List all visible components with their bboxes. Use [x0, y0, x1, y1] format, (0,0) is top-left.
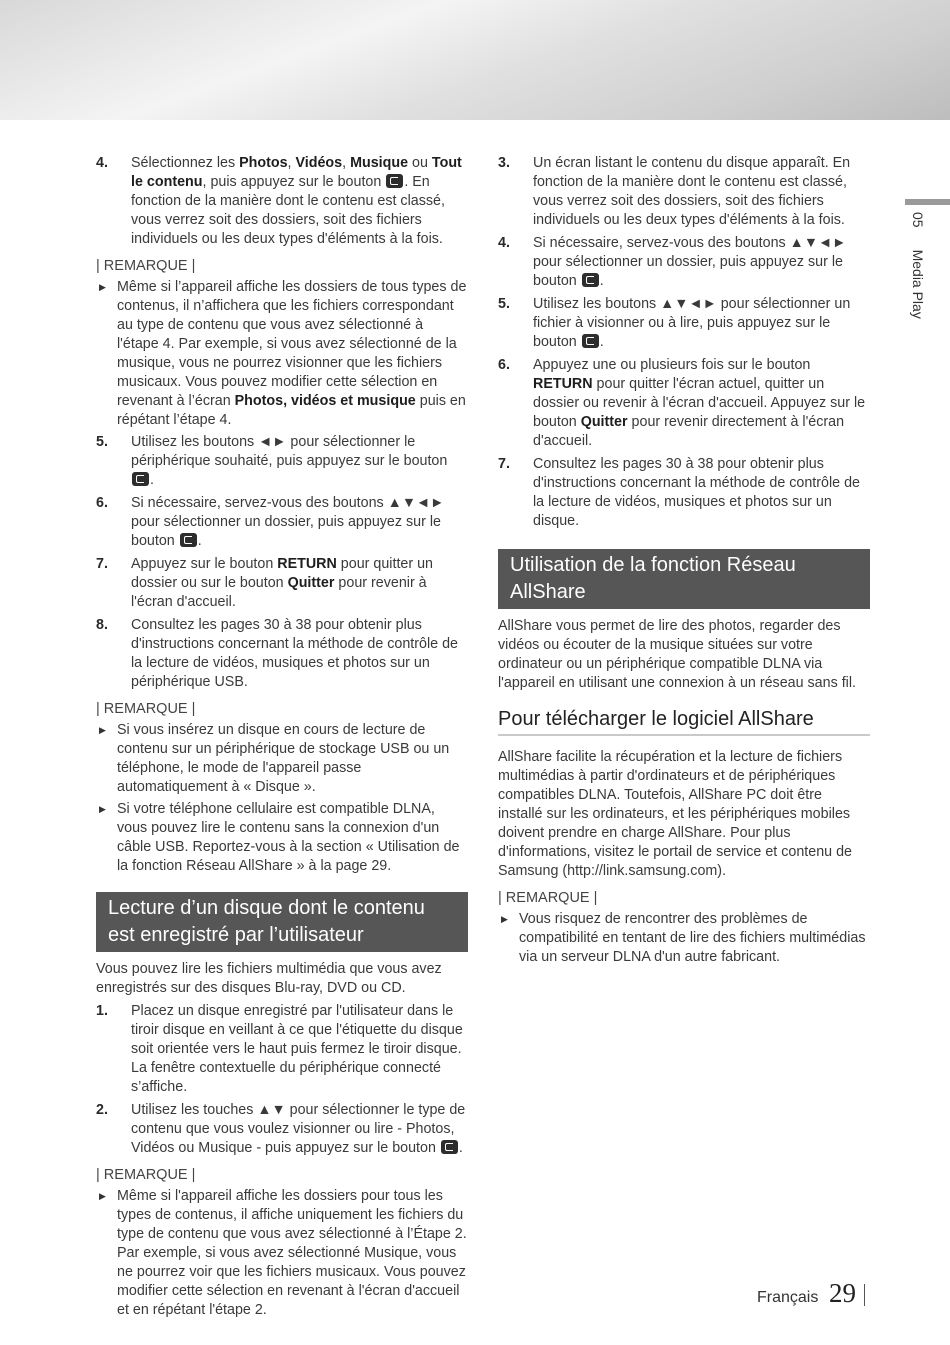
enter-button-icon: [582, 334, 599, 348]
section-heading: Lecture d’un disque dont le contenu est enregistré par l’utilisateur: [96, 892, 468, 952]
remark-title: | REMARQUE |: [96, 258, 196, 274]
bullet-arrow-icon: ▶: [99, 1191, 106, 1201]
remark-bullet: ▶ Même si l'appareil affiche les dossiers pour tous les types de contenus, il affiche uniquement les fichiers du type de contenu que vous avez sélectionné à l’Étape 2. Par exemple, si vous avez sélectionné Musique, vous ne pourrez voir que les fichiers musicaux. Vous pouvez modifier cette sélection en revenant à l'écran d'accueil et en répétant l'étape 2.: [99, 1188, 467, 1318]
left-column: [96, 154, 468, 1323]
enter-button-icon: [441, 1140, 458, 1154]
section-heading: Utilisation de la fonction Réseau AllShare: [498, 549, 870, 609]
enter-button-icon: [582, 273, 599, 287]
subsection-heading: Pour télécharger le logiciel AllShare: [498, 705, 870, 736]
bullet-arrow-icon: ▶: [99, 725, 106, 735]
remark-title: | REMARQUE |: [498, 890, 598, 906]
step-7: 7. Appuyez sur le bouton RETURN pour quitter un dossier ou sur le bouton Quitter pour revenir à l'écran d'accueil.: [96, 556, 433, 610]
bullet-arrow-icon: ▶: [99, 804, 106, 814]
step-6: 6. Si nécessaire, servez-vous des boutons ▲▼◄► pour sélectionner un dossier, puis appuyez sur le bouton .: [96, 495, 445, 549]
side-tab-label: [906, 212, 926, 319]
footer-divider: [864, 1284, 865, 1306]
step-2: 2. Utilisez les touches ▲▼ pour sélectionner le type de contenu que vous voulez visionner ou lire - Photos, Vidéos ou Musique - puis appuyez sur le bouton .: [96, 1102, 466, 1156]
step-number: 4.: [96, 155, 108, 171]
step-5: 5. Utilisez les boutons ▲▼◄► pour sélectionner un fichier à visionner ou à lire, puis appuyez sur le bouton .: [498, 296, 851, 350]
step-1: 1. Placez un disque enregistré par l'utilisateur dans le tiroir disque en veillant à ce que l'étiquette du disque soit orientée vers le haut puis fermez le tiroir disque. La fenêtre contextuelle du périphérique connecté s’affiche.: [96, 1003, 463, 1095]
section-intro: AllShare vous permet de lire des photos, regarder des vidéos ou écouter de la musique situées sur votre ordinateur ou un périphérique compatible DLNA via l'appareil en utilisant une connexion à un réseau sans fil.: [498, 618, 857, 691]
enter-button-icon: [132, 472, 149, 486]
page-number: 29: [829, 1278, 856, 1308]
footer-language: Français: [757, 1289, 819, 1306]
side-tab-bar: [905, 199, 950, 205]
step-8: 8. Consultez les pages 30 à 38 pour obtenir plus d'instructions concernant la méthode de contrôle de la lecture de vidéos, musiques et photos sur un périphérique USB.: [96, 617, 458, 690]
header-banner: [0, 0, 950, 120]
step-4: 4. Sélectionnez les Photos, Vidéos, Musique ou Tout le contenu, puis appuyez sur le bouton . En fonction de la manière dont le contenu est classé, vous verrez soit des dossiers, soit des fichiers individuels ou les deux types d'éléments à la fois.: [96, 155, 462, 247]
enter-button-icon: [180, 533, 197, 547]
remark-bullet: ▶ Si vous insérez un disque en cours de lecture de contenu sur un périphérique de stockage USB ou un téléphone, le mode de l'appareil passe automatiquement à « Disque ».: [99, 722, 450, 795]
step-5: 5. Utilisez les boutons ◄► pour sélectionner le périphérique souhaité, puis appuyez sur le bouton .: [96, 434, 448, 488]
step-6: 6. Appuyez une ou plusieurs fois sur le bouton RETURN pour quitter l'écran actuel, quitter un dossier ou revenir à l'écran d'accueil. Appuyez sur le bouton Quitter pour revenir directement à l'écran d'accueil.: [498, 357, 866, 449]
remark-title: | REMARQUE |: [96, 1167, 196, 1183]
remark-title: | REMARQUE |: [96, 701, 196, 717]
enter-button-icon: [386, 174, 403, 188]
remark-bullet: ▶ Vous risquez de rencontrer des problèmes de compatibilité en tentant de lire des fichiers multimédias via un serveur DLNA d'un autre fabricant.: [501, 911, 866, 965]
right-column: [498, 154, 870, 970]
step-7: 7. Consultez les pages 30 à 38 pour obtenir plus d'instructions concernant la méthode de contrôle de la lecture de vidéos, musiques et photos sur un disque.: [498, 456, 860, 529]
bullet-arrow-icon: ▶: [99, 282, 106, 292]
remark-bullet: ▶ Même si l’appareil affiche les dossiers de tous types de contenus, il n’affichera que les fichiers correspondant au type de contenu que vous avez sélectionné à l'étape 4. Par exemple, si vous avez sélectionné de la musique, vous ne pourrez visionner que les fichiers musicaux. Vous pouvez modifier cette sélection en revenant à l’écran Photos, vidéos et musique puis en répétant l’étape 4.: [99, 279, 467, 428]
section-intro: Vous pouvez lire les fichiers multimédia que vous avez enregistrés sur des disques Blu-ray, DVD ou CD.: [96, 961, 442, 996]
remark-bullet: ▶ Si votre téléphone cellulaire est compatible DLNA, vous pouvez lire le contenu sans la connexion d'un câble USB. Reportez-vous à la section « Utilisation de la fonction Réseau AllShare » à la page 29.: [99, 801, 460, 874]
step-3: 3. Un écran listant le contenu du disque apparaît. En fonction de la manière dont le contenu est classé, vous verrez soit des dossiers, soit des fichiers individuels ou les deux types d'éléments à la fois.: [498, 155, 851, 228]
chapter-number: 05: [910, 212, 926, 228]
chapter-title: Media Play: [910, 249, 926, 319]
step-4: 4. Si nécessaire, servez-vous des boutons ▲▼◄► pour sélectionner un dossier, puis appuyez sur le bouton .: [498, 235, 847, 289]
bullet-arrow-icon: ▶: [501, 914, 508, 924]
subsection-text: AllShare facilite la récupération et la lecture de fichiers multimédias à partir d'ordinateurs et de périphériques compatibles DLNA. Toutefois, AllShare PC doit être installé sur les ordinateurs, et les périphériques mobiles doivent prendre en charge AllShare. Pour plus d'informations, visitez le portail de service et contenu de Samsung (http://link.samsung.com).: [498, 749, 852, 879]
